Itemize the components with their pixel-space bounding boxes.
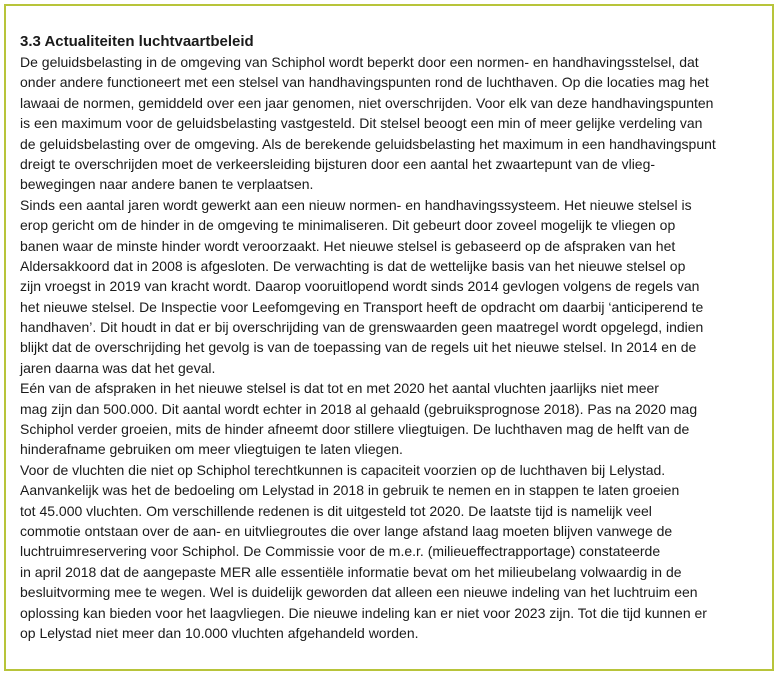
text-line: oplossing kan bieden voor het laagvliegen. Die nieuwe indeling kan er niet voor 2023 zijn. Tot die tijd kunnen er xyxy=(20,604,707,621)
text-line: is een maximum voor de geluidsbelasting vastgesteld. Dit stelsel beoogt een min of meer gelijke verdeling van xyxy=(20,115,703,132)
text-line: onder andere functioneert met een stelsel van handhavingspunten rond de luchthaven. Op die locaties mag het xyxy=(20,74,709,91)
text-line: op Lelystad niet meer dan 10.000 vluchten afgehandeld worden. xyxy=(20,624,419,641)
text-line: handhaven’. Dit houdt in dat er bij overschrijding van de grenswaarden geen maatregel wordt opgelegd, indien xyxy=(20,319,704,336)
text-line: mag zijn dan 500.000. Dit aantal wordt echter in 2018 al gehaald (gebruiksprognose 2018). Pas na 2020 mag xyxy=(20,400,698,417)
text-line: Sinds een aantal jaren wordt gewerkt aan een nieuw normen- en handhavingssysteem. Het nieuwe stelsel is xyxy=(20,196,692,213)
text-line: zijn vroegst in 2019 van kracht wordt. Daarop vooruitlopend wordt sinds 2014 gevlogen volgens de regels van xyxy=(20,278,700,295)
text-line: hinderafname gebruiken om meer vliegtuigen te laten vliegen. xyxy=(20,441,403,458)
text-line: het nieuwe stelsel. De Inspectie voor Leefomgeving en Transport heeft de opdracht om daarbij ‘anticiperend te xyxy=(20,298,704,315)
text-line: erop gericht om de hinder in de omgeving te minimaliseren. Dit gebeurt door zoveel mogelijk te vliegen op xyxy=(20,217,676,234)
text-line: tot 45.000 vluchten. Om verschillende redenen is dit uitgesteld tot 2020. De laatste tijd is namelijk veel xyxy=(20,502,652,519)
text-line: luchtruimreservering voor Schiphol. De Commissie voor de m.e.r. (milieueffectrapportage) constateerde xyxy=(20,543,661,560)
text-line: Aanvankelijk was het de bedoeling om Lelystad in 2018 in gebruik te nemen en in stappen te laten groeien xyxy=(20,482,680,499)
text-line: commotie ontstaan over de aan- en uitvliegroutes die over lange afstand laag moeten blijven vanwege de xyxy=(20,522,673,539)
text-line: lawaai de normen, gemiddeld over een jaar genomen, niet overschrijden. Voor elk van deze handhavingspunten xyxy=(20,94,714,111)
text-line: blijkt dat de overschrijding het gevolg is van de toepassing van de regels uit het nieuwe stelsel. In 2014 en de xyxy=(20,339,697,356)
text-line: banen waar de minste hinder wordt veroorzaakt. Het nieuwe stelsel is gebaseerd op de afspraken van het xyxy=(20,237,676,254)
text-line: Aldersakkoord dat in 2008 is afgesloten. De verwachting is dat de wettelijke basis van het nieuwe stelsel op xyxy=(20,257,686,274)
text-line: bewegingen naar andere banen te verplaatsen. xyxy=(20,176,314,193)
text-line: de geluidsbelasting over de omgeving. Als de berekende geluidsbelasting het maximum in een handhavingspunt xyxy=(20,135,716,152)
section-heading: 3.3 Actualiteiten luchtvaartbeleid xyxy=(20,33,254,50)
body-text xyxy=(20,52,716,643)
text-line: Eén van de afspraken in het nieuwe stelsel is dat tot en met 2020 het aantal vluchten jaarlijks niet meer xyxy=(20,380,659,397)
text-line: in april 2018 dat de aangepaste MER alle essentiële informatie bevat om het milieubelang volwaardig in de xyxy=(20,563,682,580)
text-line: Voor de vluchten die niet op Schiphol terechtkunnen is capaciteit voorzien op de luchthaven bij Lelystad. xyxy=(20,461,666,478)
text-line: De geluidsbelasting in de omgeving van Schiphol wordt beperkt door een normen- en handhavingsstelsel, dat xyxy=(20,54,699,70)
text-line: Schiphol verder groeien, mits de hinder afneemt door stillere vliegtuigen. De luchthaven mag de helft van de xyxy=(20,421,690,438)
text-line: besluitvorming mee te wegen. Wel is duidelijk geworden dat alleen een nieuwe indeling van het luchtruim een xyxy=(20,584,698,601)
text-line: jaren daarna was dat het geval. xyxy=(20,359,216,376)
text-line: dreigt te overschrijden moet de verkeersleiding bijsturen door een aantal het zwaartepunt van de vlieg- xyxy=(20,155,656,172)
